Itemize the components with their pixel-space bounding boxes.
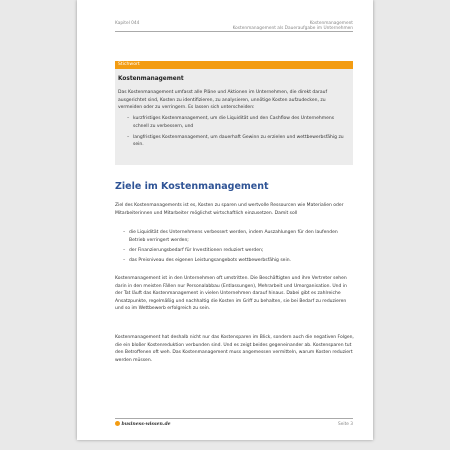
document-page: [77, 0, 373, 440]
header-divider: [115, 31, 353, 32]
goals-list: [123, 229, 353, 267]
keyword-box-label: Stichwort: [115, 61, 353, 69]
list-item: – kurzfristiges Kostenmanagement, um die Liquidität und den Cashflow des Unternehmens schnell zu verbessern, und: [127, 115, 347, 130]
list-item: – langfristiges Kostenmanagement, um dauerhaft Gewinn zu erzielen und wettbewerbsfähig zu sein.: [127, 134, 347, 149]
header-subtitle: Kostenmanagement als Daueraufgabe im Unternehmen: [232, 26, 353, 31]
list-item: – der Finanzierungsbedarf für Investitionen reduziert werden;: [123, 247, 353, 255]
logo-dot-icon: [115, 421, 120, 426]
keyword-box-title: Kostenmanagement: [118, 76, 184, 82]
section-heading: Ziele im Kostenmanagement: [115, 181, 269, 192]
paragraph-consequences: Kostenmanagement hat deshalb nicht nur das Kostensparen im Blick, sondern auch die negativen Folgen, die ein bloßer Kostenreduktion verbunden sind. Und es zeigt beides gegeneinander ab. Kostensparen tut den Betroffenen oft weh. Das Kostenmanagement muss angemessen vermitteln, warum Kosten reduziert werden müssen.: [115, 335, 354, 363]
header-chapter: Kapitel 044: [115, 21, 140, 26]
paragraph-intro: Ziel des Kostenmanagements ist es, Kosten zu sparen und wertvolle Ressourcen wie Materialien oder Mitarbeiterinnen und Mitarbeiter möglichst wirtschaftlich einzusetzen. Damit soll: [115, 203, 344, 216]
keyword-box: [115, 61, 353, 165]
keyword-box-list: [127, 115, 347, 152]
list-item: – die Liquidität des Unternehmens verbessert werden, indem Auszahlungen für den laufenden Betrieb verringert werden;: [123, 229, 353, 244]
paragraph-controversy: Kostenmanagement ist in den Unternehmen oft umstritten. Die Beschäftigten und ihre Vertreter sehen darin in den meisten Fällen nur Personalabbau (Entlassungen), Mehrarbeit und Umorganisation. Und in der Tat läuft das Kostenmanagement in vielen Unternehmen darauf hinaus. Dabei gibt es zahlreiche Ansatzpunkte, regelmäßig und nachhaltig die Kosten im Griff zu behalten, sie bei Bedarf zu reduzieren und so im Wettbewerb erfolgreich zu sein.: [115, 276, 347, 312]
footer-divider: [115, 418, 353, 419]
footer-logo: [115, 421, 171, 427]
footer-logo-text: business-wissen.de: [121, 422, 171, 427]
keyword-box-intro: Das Kostenmanagement umfasst alle Pläne und Aktionen im Unternehmen, die direkt darauf ausgerichtet sind, Kosten zu identifizieren, zu analysieren, unnötige Kosten aufzudecken, zu vermeiden oder zu verringern. Es lassen sich unterscheiden:: [118, 90, 328, 110]
list-item: – das Preisniveau des eigenen Leistungsangebots wettbewerbsfähig sein.: [123, 257, 353, 265]
header-title: Kostenmanagement: [309, 21, 353, 26]
page-number: Seite 3: [338, 422, 353, 427]
